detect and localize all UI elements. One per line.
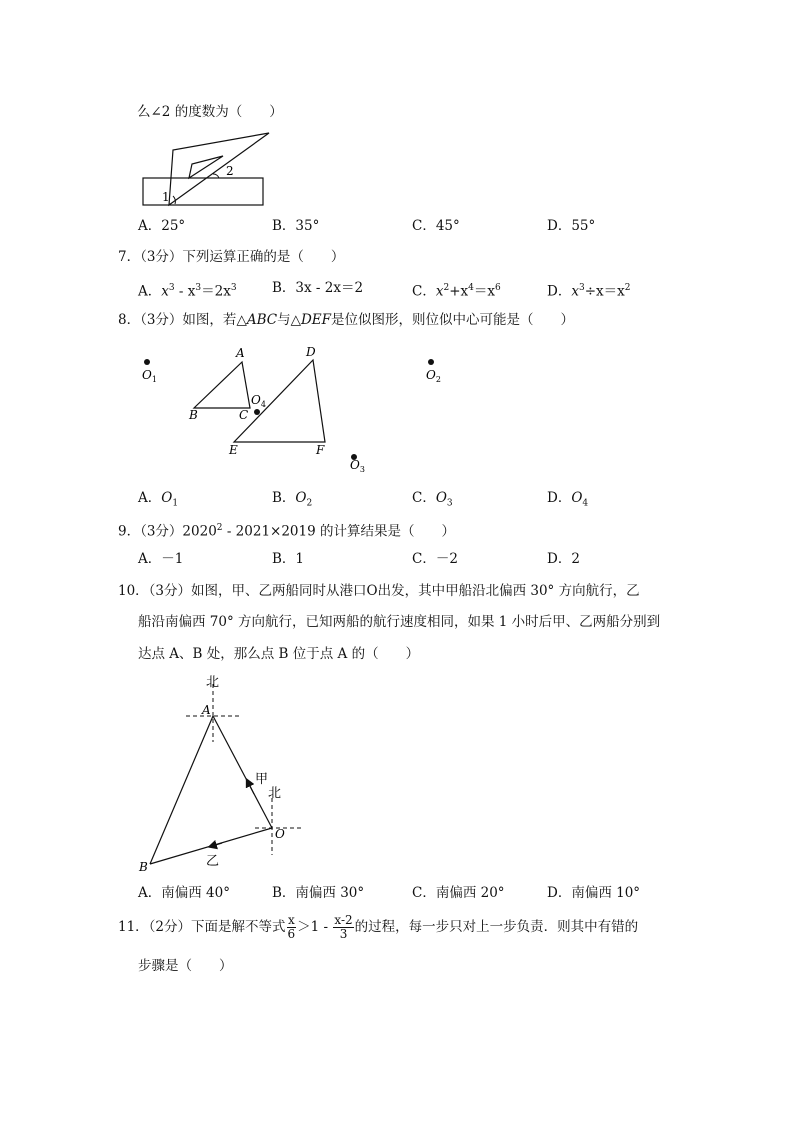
label-o1: $O_1$ bbox=[142, 368, 157, 384]
label-o3: $O_3$ bbox=[350, 458, 365, 474]
q6-option-c[interactable]: C．45° bbox=[412, 218, 460, 234]
q9-option-d[interactable]: D．2 bbox=[547, 551, 580, 567]
q6-option-d[interactable]: D．55° bbox=[547, 218, 596, 234]
q6-figure bbox=[135, 128, 275, 210]
q7-option-b[interactable]: B．3x - 2x＝2 bbox=[272, 280, 364, 296]
q9-option-c[interactable]: C．－2 bbox=[412, 551, 458, 567]
q11-stem: 11．（2分）下面是解不等式 $\frac{x}{6}$ ＞1 - $\frac{x-2}{3}$ 的过程，每一步只对上一步负责．则其中有错的 bbox=[118, 913, 639, 941]
q6-option-a[interactable]: A．25° bbox=[138, 218, 186, 234]
q8-option-a[interactable]: A．$O_1$ bbox=[138, 490, 179, 509]
label-o2: $O_2$ bbox=[426, 368, 441, 384]
q9-stem: 9．（3分）2020$^2$ - 2021×2019 的计算结果是（ ） bbox=[118, 523, 455, 540]
q10-figure bbox=[0, 670, 794, 880]
north-label-o: 北 bbox=[268, 786, 282, 801]
line-ab bbox=[150, 716, 213, 864]
arrow-yi bbox=[212, 843, 222, 846]
set-square-outer bbox=[169, 133, 269, 205]
q6-stem-tail: 么∠2 的度数为（ ） bbox=[137, 104, 283, 120]
q9-option-b[interactable]: B．1 bbox=[272, 551, 305, 567]
point-o4 bbox=[254, 409, 260, 415]
angle1-label: 1 bbox=[162, 190, 170, 204]
point-o2 bbox=[428, 359, 434, 365]
q11-line2: 步骤是（ ） bbox=[138, 958, 233, 974]
label-b: B bbox=[189, 408, 198, 422]
q8-stem: 8．（3分）如图，若△ABC与△DEF是位似图形，则位似中心可能是（ ） bbox=[118, 312, 575, 328]
q7-option-a[interactable]: A．$x^3 - x^3=2x^3$ bbox=[138, 283, 237, 300]
q8-option-b[interactable]: B．$O_2$ bbox=[272, 490, 313, 509]
q7-option-d[interactable]: D．$x^3\div x=x^2$ bbox=[547, 283, 631, 300]
triangle-def bbox=[234, 360, 325, 442]
label-yi: 乙 bbox=[206, 854, 220, 869]
label-e: E bbox=[229, 443, 238, 457]
label-a: A bbox=[236, 346, 245, 360]
label-c: C bbox=[239, 408, 249, 422]
triangle-abc bbox=[194, 362, 250, 408]
angle2-label: 2 bbox=[226, 164, 234, 178]
angle1-arc bbox=[173, 196, 175, 204]
q10-line3: 达点 A、B 处，那么点 B 位于点 A 的（ ） bbox=[138, 646, 420, 662]
set-square-inner bbox=[189, 156, 223, 178]
label-d: D bbox=[306, 345, 316, 359]
q7-stem: 7．（3分）下列运算正确的是（ ） bbox=[118, 249, 345, 265]
point-o1 bbox=[144, 359, 150, 365]
label-jia: 甲 bbox=[255, 772, 269, 787]
arrow-jia bbox=[248, 782, 254, 794]
q7-option-c[interactable]: C．$x^2+x^4=x^6$ bbox=[412, 283, 501, 300]
label-a: A bbox=[202, 703, 211, 717]
q10-option-a[interactable]: A．南偏西 40° bbox=[138, 885, 230, 901]
fraction-x-minus-2-over-3: $\frac{x-2}{3}$ bbox=[334, 913, 353, 941]
q10-option-d[interactable]: D．南偏西 10° bbox=[547, 885, 641, 901]
q10-line2: 船沿南偏西 70° 方向航行，已知两船的航行速度相同，如果 1 小时后甲、乙两船分别到 bbox=[138, 614, 661, 630]
q6-option-b[interactable]: B．35° bbox=[272, 218, 320, 234]
q8-figure bbox=[0, 340, 794, 480]
label-b: B bbox=[139, 860, 148, 874]
label-o: O bbox=[275, 827, 285, 841]
q10-option-c[interactable]: C．南偏西 20° bbox=[412, 885, 505, 901]
label-o4: $O_4$ bbox=[251, 393, 266, 409]
q8-option-c[interactable]: C．$O_3$ bbox=[412, 490, 453, 509]
fraction-x-over-6: $\frac{x}{6}$ bbox=[287, 913, 296, 941]
ruler-rect bbox=[143, 178, 263, 205]
q10-option-b[interactable]: B．南偏西 30° bbox=[272, 885, 365, 901]
q9-option-a[interactable]: A．－1 bbox=[138, 551, 184, 567]
label-f: F bbox=[316, 443, 325, 457]
angle2-arc bbox=[213, 174, 219, 178]
q8-option-d[interactable]: D．$O_4$ bbox=[547, 490, 589, 509]
q10-line1: 10．（3分）如图，甲、乙两船同时从港口O出发，其中甲船沿北偏西 30° 方向航行，乙 bbox=[118, 583, 640, 599]
north-label-a: 北 bbox=[206, 675, 220, 690]
